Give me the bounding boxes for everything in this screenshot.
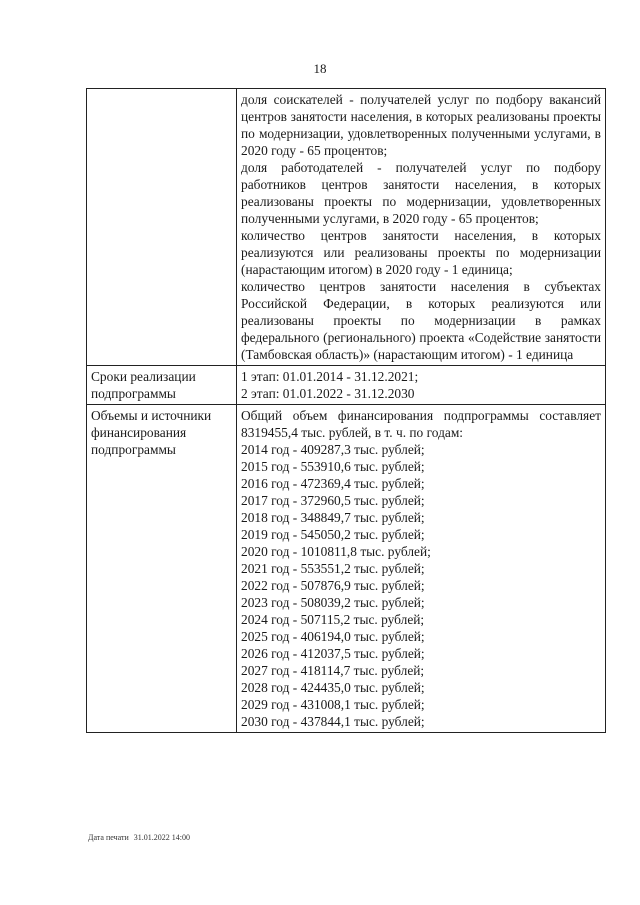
funding-year-line: 2025 год - 406194,0 тыс. рублей; [241, 629, 425, 644]
indicator-paragraph: доля соискателей - получателей услуг по подбору вакансий центров занятости населения, в которых реализованы проекты по модернизации, удовлетворенных полученными услугами, в 2020 году - 65 процентов; [241, 92, 601, 158]
indicator-paragraph: количество центров занятости населения в субъектах Российской Федерации, в которых реализуются или реализованы проекты по модернизации в рамках федерального (регионального) проекта «Содействие занятости (Тамбовская область)» (нарастающим итогом) - 1 единица [241, 279, 601, 362]
page-number: 18 [313, 61, 327, 76]
stage-line: 2 этап: 01.01.2022 - 31.12.2030 [241, 386, 415, 401]
stage-line: 1 этап: 01.01.2014 - 31.12.2021; [241, 369, 419, 384]
funding-year-line: 2027 год - 418114,7 тыс. рублей; [241, 663, 425, 678]
subprogram-passport-table [86, 88, 606, 733]
funding-year-line: 2023 год - 508039,2 тыс. рублей; [241, 595, 425, 610]
funding-year-line: 2022 год - 507876,9 тыс. рублей; [241, 578, 425, 593]
funding-year-line: 2030 год - 437844,1 тыс. рублей; [241, 714, 425, 729]
row-value-timeline [237, 366, 606, 405]
print-date-value: 31.01.2022 14:00 [133, 833, 190, 842]
funding-year-line: 2018 год - 348849,7 тыс. рублей; [241, 510, 425, 525]
table-row-indicators [87, 89, 606, 366]
funding-year-line: 2026 год - 412037,5 тыс. рублей; [241, 646, 425, 661]
row-label-funding: Объемы и источники финансирования подпрограммы [87, 405, 237, 733]
funding-year-line: 2024 год - 507115,2 тыс. рублей; [241, 612, 425, 627]
funding-intro: Общий объем финансирования подпрограммы составляет 8319455,4 тыс. рублей, в т. ч. по годам: [241, 408, 601, 440]
row-value-funding [237, 405, 606, 733]
funding-year-line: 2016 год - 472369,4 тыс. рублей; [241, 476, 425, 491]
row-label-timeline: Сроки реализации подпрограммы [87, 366, 237, 405]
funding-year-line: 2020 год - 1010811,8 тыс. рублей; [241, 544, 431, 559]
funding-year-line: 2014 год - 409287,3 тыс. рублей; [241, 442, 425, 457]
table-row-timeline [87, 366, 606, 405]
funding-year-line: 2028 год - 424435,0 тыс. рублей; [241, 680, 425, 695]
indicator-paragraph: количество центров занятости населения, в которых реализуются или реализованы проекты по модернизации (нарастающим итогом) в 2020 году - 1 единица; [241, 228, 601, 277]
funding-year-line: 2019 год - 545050,2 тыс. рублей; [241, 527, 425, 542]
row-value-indicators [237, 89, 606, 366]
print-date-label: Дата печати [88, 833, 129, 842]
row-label-indicators [87, 89, 237, 366]
funding-year-line: 2021 год - 553551,2 тыс. рублей; [241, 561, 425, 576]
funding-year-line: 2015 год - 553910,6 тыс. рублей; [241, 459, 425, 474]
indicator-paragraph: доля работодателей - получателей услуг по подбору работников центров занятости населения, в которых реализованы проекты по модернизации, удовлетворенных полученными услугами, в 2020 году - 65 процентов; [241, 160, 601, 226]
funding-year-line: 2029 год - 431008,1 тыс. рублей; [241, 697, 425, 712]
table-row-funding [87, 405, 606, 733]
print-date-footer [88, 833, 193, 842]
funding-year-line: 2017 год - 372960,5 тыс. рублей; [241, 493, 425, 508]
